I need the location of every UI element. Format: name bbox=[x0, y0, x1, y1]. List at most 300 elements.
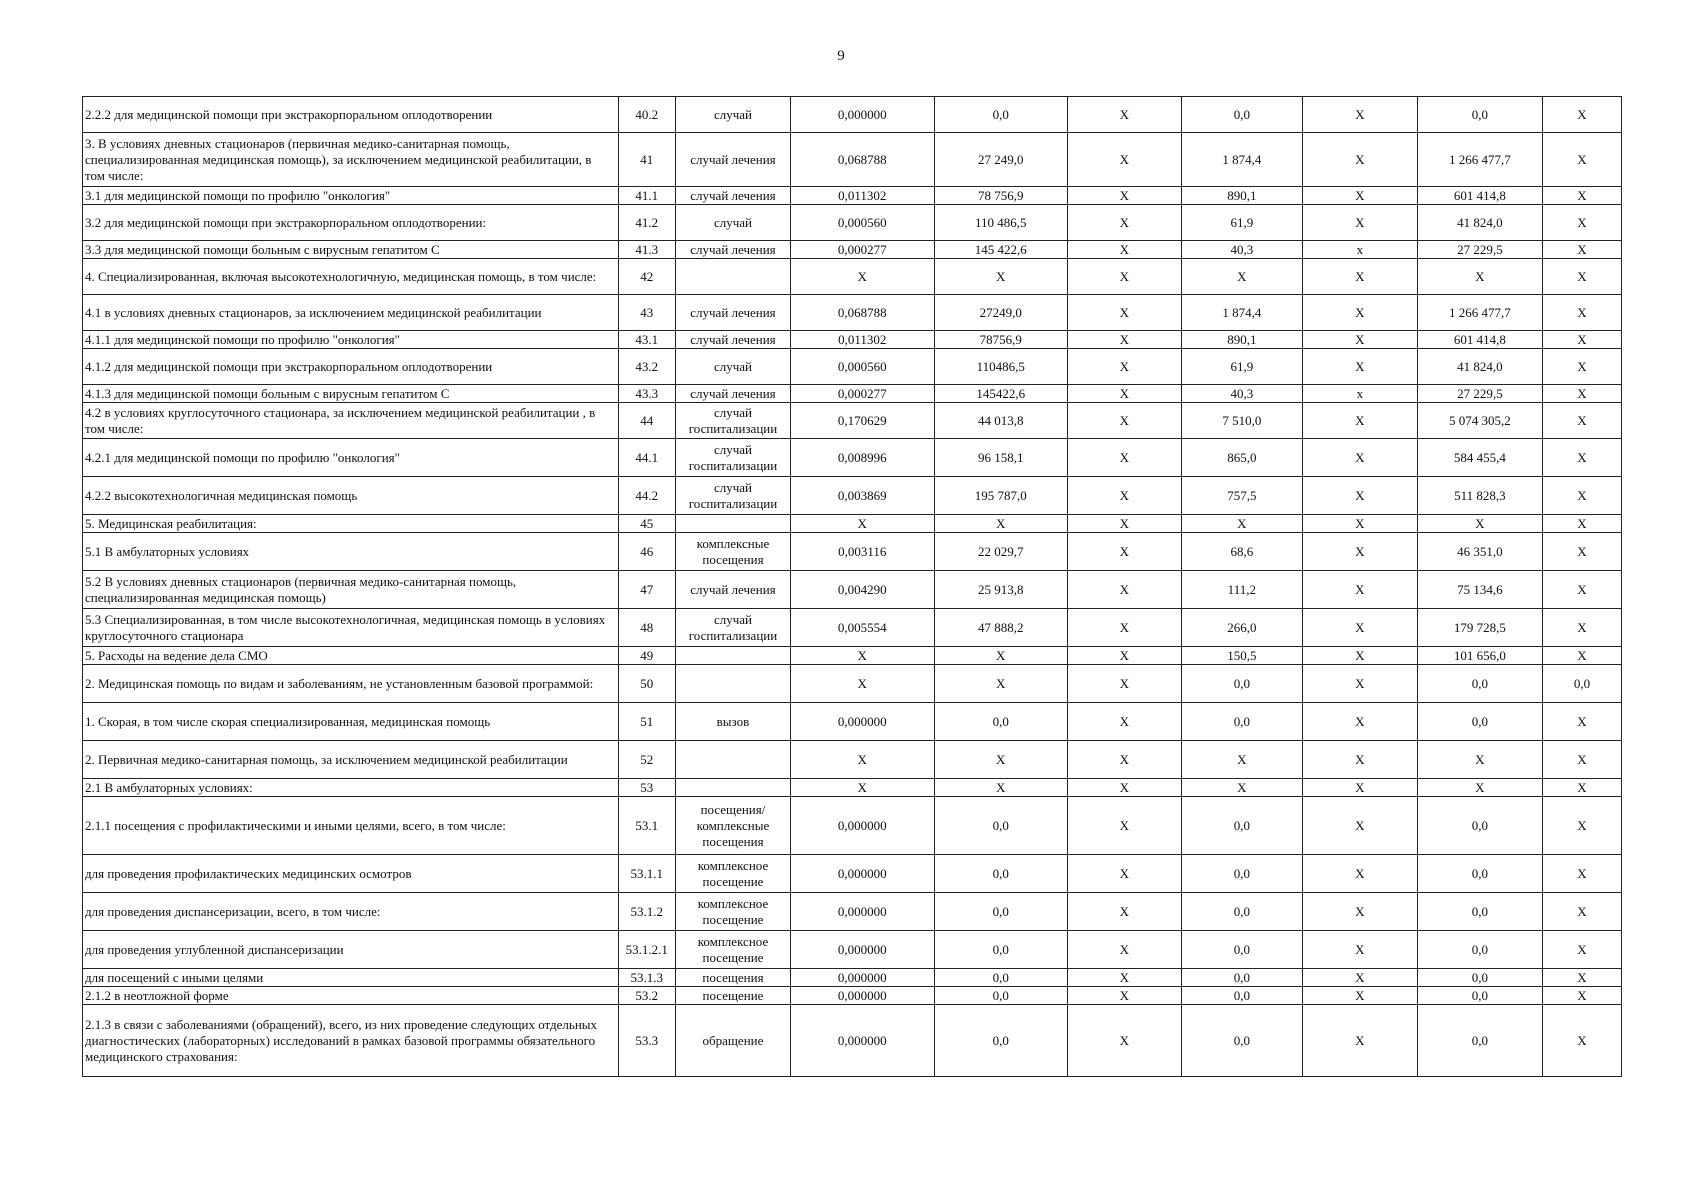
row-name: 5. Медицинская реабилитация: bbox=[83, 515, 619, 533]
table-row bbox=[83, 893, 1622, 931]
row-col7: 890,1 bbox=[1181, 187, 1302, 205]
row-norm: 0,008996 bbox=[790, 439, 934, 477]
row-code: 53.3 bbox=[618, 1005, 675, 1077]
row-col9: 46 351,0 bbox=[1417, 533, 1542, 571]
row-col7: 61,9 bbox=[1181, 349, 1302, 385]
row-name: 4.2.2 высокотехнологичная медицинская помощь bbox=[83, 477, 619, 515]
row-norm: 0,000000 bbox=[790, 969, 934, 987]
row-name: 5.2 В условиях дневных стационаров (первичная медико-санитарная помощь, специализированная медицинская помощь) bbox=[83, 571, 619, 609]
row-cost: 22 029,7 bbox=[934, 533, 1067, 571]
row-col8: X bbox=[1302, 797, 1417, 855]
row-code: 43.2 bbox=[618, 349, 675, 385]
row-unit: комплексные посещения bbox=[676, 533, 791, 571]
row-name: 4.1 в условиях дневных стационаров, за исключением медицинской реабилитации bbox=[83, 295, 619, 331]
row-norm: 0,068788 bbox=[790, 133, 934, 187]
row-norm: X bbox=[790, 515, 934, 533]
row-col8: X bbox=[1302, 515, 1417, 533]
row-name: для проведения профилактических медицинских осмотров bbox=[83, 855, 619, 893]
row-unit bbox=[676, 741, 791, 779]
row-name: 5.1 В амбулаторных условиях bbox=[83, 533, 619, 571]
row-col10: 0,0 bbox=[1542, 665, 1621, 703]
row-col7: 0,0 bbox=[1181, 855, 1302, 893]
row-unit: посещения bbox=[676, 969, 791, 987]
row-code: 45 bbox=[618, 515, 675, 533]
row-col7: 40,3 bbox=[1181, 241, 1302, 259]
row-col9: 0,0 bbox=[1417, 855, 1542, 893]
row-unit bbox=[676, 665, 791, 703]
row-name: 4. Специализированная, включая высокотехнологичную, медицинская помощь, в том числе: bbox=[83, 259, 619, 295]
row-col8: X bbox=[1302, 533, 1417, 571]
row-name: 2.1.3 в связи с заболеваниями (обращений), всего, из них проведение следующих отдельных диагностических (лабораторных) исследований в рамках базовой программы обязательного медицинского страхования: bbox=[83, 1005, 619, 1077]
row-col9: 0,0 bbox=[1417, 931, 1542, 969]
row-col8: X bbox=[1302, 439, 1417, 477]
row-col7: 757,5 bbox=[1181, 477, 1302, 515]
table-row bbox=[83, 477, 1622, 515]
row-col10: X bbox=[1542, 477, 1621, 515]
row-col9: 75 134,6 bbox=[1417, 571, 1542, 609]
row-cost: 110486,5 bbox=[934, 349, 1067, 385]
row-cost: 0,0 bbox=[934, 703, 1067, 741]
table-row bbox=[83, 349, 1622, 385]
row-col10: X bbox=[1542, 741, 1621, 779]
row-cost: 0,0 bbox=[934, 987, 1067, 1005]
row-code: 49 bbox=[618, 647, 675, 665]
row-col9: 0,0 bbox=[1417, 893, 1542, 931]
table-row bbox=[83, 133, 1622, 187]
row-code: 53.1.2 bbox=[618, 893, 675, 931]
row-col6: X bbox=[1067, 969, 1181, 987]
row-name: 4.1.1 для медицинской помощи по профилю "онкология" bbox=[83, 331, 619, 349]
row-unit: случай госпитализации bbox=[676, 477, 791, 515]
row-col9: 601 414,8 bbox=[1417, 187, 1542, 205]
row-col9: 1 266 477,7 bbox=[1417, 295, 1542, 331]
row-norm: 0,000560 bbox=[790, 349, 934, 385]
table-container bbox=[82, 96, 1622, 1077]
row-cost: 27 249,0 bbox=[934, 133, 1067, 187]
table-row bbox=[83, 779, 1622, 797]
row-name: 2.2.2 для медицинской помощи при экстракорпоральном оплодотворении bbox=[83, 97, 619, 133]
row-col6: X bbox=[1067, 295, 1181, 331]
row-col6: X bbox=[1067, 779, 1181, 797]
data-table bbox=[82, 96, 1622, 1077]
row-col8: X bbox=[1302, 969, 1417, 987]
row-col8: X bbox=[1302, 665, 1417, 703]
table-row bbox=[83, 331, 1622, 349]
row-col10: X bbox=[1542, 515, 1621, 533]
row-unit: случай лечения bbox=[676, 295, 791, 331]
row-col8: x bbox=[1302, 385, 1417, 403]
row-name: 2.1 В амбулаторных условиях: bbox=[83, 779, 619, 797]
row-col6: X bbox=[1067, 133, 1181, 187]
row-col10: X bbox=[1542, 703, 1621, 741]
row-col7: 890,1 bbox=[1181, 331, 1302, 349]
row-col10: X bbox=[1542, 797, 1621, 855]
row-name: 5. Расходы на ведение дела СМО bbox=[83, 647, 619, 665]
table-row bbox=[83, 571, 1622, 609]
row-norm: X bbox=[790, 741, 934, 779]
row-unit: посещения/комплексные посещения bbox=[676, 797, 791, 855]
row-col6: X bbox=[1067, 665, 1181, 703]
row-name: 2.1.1 посещения с профилактическими и иными целями, всего, в том числе: bbox=[83, 797, 619, 855]
row-norm: 0,003869 bbox=[790, 477, 934, 515]
row-cost: X bbox=[934, 515, 1067, 533]
row-code: 47 bbox=[618, 571, 675, 609]
row-col6: X bbox=[1067, 1005, 1181, 1077]
row-unit bbox=[676, 779, 791, 797]
table-row bbox=[83, 385, 1622, 403]
row-unit: случай лечения bbox=[676, 241, 791, 259]
table-row bbox=[83, 703, 1622, 741]
row-col6: X bbox=[1067, 403, 1181, 439]
row-col8: X bbox=[1302, 741, 1417, 779]
row-norm: 0,011302 bbox=[790, 187, 934, 205]
row-col8: X bbox=[1302, 609, 1417, 647]
row-name: 3. В условиях дневных стационаров (первичная медико-санитарная помощь, специализированная медицинская помощь), за исключением медицинской реабилитации, в том числе: bbox=[83, 133, 619, 187]
row-unit: случай лечения bbox=[676, 187, 791, 205]
row-col7: 0,0 bbox=[1181, 797, 1302, 855]
row-col10: X bbox=[1542, 931, 1621, 969]
row-col8: X bbox=[1302, 647, 1417, 665]
row-col8: X bbox=[1302, 349, 1417, 385]
row-col6: X bbox=[1067, 533, 1181, 571]
row-col10: X bbox=[1542, 97, 1621, 133]
row-col7: 0,0 bbox=[1181, 931, 1302, 969]
row-norm: 0,068788 bbox=[790, 295, 934, 331]
row-col9: 0,0 bbox=[1417, 1005, 1542, 1077]
row-unit: случай bbox=[676, 97, 791, 133]
row-col9: 5 074 305,2 bbox=[1417, 403, 1542, 439]
row-col10: X bbox=[1542, 609, 1621, 647]
row-unit bbox=[676, 647, 791, 665]
row-col9: 1 266 477,7 bbox=[1417, 133, 1542, 187]
row-col7: 7 510,0 bbox=[1181, 403, 1302, 439]
row-name: 5.3 Специализированная, в том числе высокотехнологичная, медицинская помощь в условиях круглосуточного стационара bbox=[83, 609, 619, 647]
row-col7: X bbox=[1181, 741, 1302, 779]
row-col7: X bbox=[1181, 515, 1302, 533]
row-code: 51 bbox=[618, 703, 675, 741]
row-col9: 41 824,0 bbox=[1417, 349, 1542, 385]
row-col9: 27 229,5 bbox=[1417, 241, 1542, 259]
row-code: 53.1.1 bbox=[618, 855, 675, 893]
row-unit: комплексное посещение bbox=[676, 855, 791, 893]
row-col10: X bbox=[1542, 987, 1621, 1005]
row-col9: 41 824,0 bbox=[1417, 205, 1542, 241]
row-col7: 111,2 bbox=[1181, 571, 1302, 609]
row-cost: 0,0 bbox=[934, 855, 1067, 893]
row-name: 3.1 для медицинской помощи по профилю "онкология" bbox=[83, 187, 619, 205]
table-row bbox=[83, 931, 1622, 969]
row-norm: 0,000000 bbox=[790, 855, 934, 893]
row-code: 43.1 bbox=[618, 331, 675, 349]
row-col10: X bbox=[1542, 855, 1621, 893]
row-col10: X bbox=[1542, 893, 1621, 931]
row-unit: случай лечения bbox=[676, 331, 791, 349]
row-norm: X bbox=[790, 665, 934, 703]
row-unit: случай госпитализации bbox=[676, 439, 791, 477]
row-unit: обращение bbox=[676, 1005, 791, 1077]
row-col7: 0,0 bbox=[1181, 987, 1302, 1005]
row-col9: 601 414,8 bbox=[1417, 331, 1542, 349]
row-col8: X bbox=[1302, 987, 1417, 1005]
row-cost: 27249,0 bbox=[934, 295, 1067, 331]
row-col6: X bbox=[1067, 797, 1181, 855]
row-col8: X bbox=[1302, 855, 1417, 893]
row-col6: X bbox=[1067, 385, 1181, 403]
row-col9: 0,0 bbox=[1417, 703, 1542, 741]
row-norm: 0,170629 bbox=[790, 403, 934, 439]
row-col10: X bbox=[1542, 385, 1621, 403]
row-col8: X bbox=[1302, 97, 1417, 133]
row-col8: X bbox=[1302, 477, 1417, 515]
row-col9: 584 455,4 bbox=[1417, 439, 1542, 477]
row-unit: случай bbox=[676, 349, 791, 385]
row-col7: 150,5 bbox=[1181, 647, 1302, 665]
row-norm: 0,000277 bbox=[790, 241, 934, 259]
row-cost: 96 158,1 bbox=[934, 439, 1067, 477]
row-col8: X bbox=[1302, 403, 1417, 439]
row-code: 43.3 bbox=[618, 385, 675, 403]
row-cost: 145 422,6 bbox=[934, 241, 1067, 259]
row-col7: 61,9 bbox=[1181, 205, 1302, 241]
row-col7: 266,0 bbox=[1181, 609, 1302, 647]
table-row bbox=[83, 533, 1622, 571]
row-col10: X bbox=[1542, 571, 1621, 609]
row-norm: 0,000000 bbox=[790, 97, 934, 133]
row-col10: X bbox=[1542, 779, 1621, 797]
row-cost: 0,0 bbox=[934, 893, 1067, 931]
row-col8: X bbox=[1302, 205, 1417, 241]
row-col7: 1 874,4 bbox=[1181, 133, 1302, 187]
row-norm: 0,003116 bbox=[790, 533, 934, 571]
table-row bbox=[83, 515, 1622, 533]
row-col7: 40,3 bbox=[1181, 385, 1302, 403]
row-col10: X bbox=[1542, 349, 1621, 385]
row-col8: X bbox=[1302, 571, 1417, 609]
row-col9: 27 229,5 bbox=[1417, 385, 1542, 403]
row-norm: X bbox=[790, 647, 934, 665]
row-col6: X bbox=[1067, 931, 1181, 969]
row-col8: X bbox=[1302, 331, 1417, 349]
row-cost: 44 013,8 bbox=[934, 403, 1067, 439]
row-code: 50 bbox=[618, 665, 675, 703]
row-col6: X bbox=[1067, 97, 1181, 133]
row-col8: X bbox=[1302, 187, 1417, 205]
row-col10: X bbox=[1542, 439, 1621, 477]
row-code: 43 bbox=[618, 295, 675, 331]
row-cost: X bbox=[934, 647, 1067, 665]
row-name: 3.2 для медицинской помощи при экстракорпоральном оплодотворении: bbox=[83, 205, 619, 241]
row-col6: X bbox=[1067, 187, 1181, 205]
row-code: 52 bbox=[618, 741, 675, 779]
row-col6: X bbox=[1067, 331, 1181, 349]
row-cost: X bbox=[934, 259, 1067, 295]
row-name: 4.2 в условиях круглосуточного стационара, за исключением медицинской реабилитации , в том числе: bbox=[83, 403, 619, 439]
row-col9: 0,0 bbox=[1417, 987, 1542, 1005]
row-col10: X bbox=[1542, 295, 1621, 331]
row-col9: X bbox=[1417, 779, 1542, 797]
table-row bbox=[83, 855, 1622, 893]
row-code: 41.2 bbox=[618, 205, 675, 241]
row-col9: 0,0 bbox=[1417, 797, 1542, 855]
table-row bbox=[83, 987, 1622, 1005]
row-col6: X bbox=[1067, 647, 1181, 665]
row-col7: X bbox=[1181, 779, 1302, 797]
row-col8: X bbox=[1302, 295, 1417, 331]
row-norm: X bbox=[790, 779, 934, 797]
row-code: 44.2 bbox=[618, 477, 675, 515]
row-name: 2. Первичная медико-санитарная помощь, за исключением медицинской реабилитации bbox=[83, 741, 619, 779]
row-col9: 179 728,5 bbox=[1417, 609, 1542, 647]
row-code: 53 bbox=[618, 779, 675, 797]
table-row bbox=[83, 439, 1622, 477]
row-unit: случай лечения bbox=[676, 385, 791, 403]
row-norm: 0,000000 bbox=[790, 987, 934, 1005]
row-col6: X bbox=[1067, 741, 1181, 779]
row-unit: случай bbox=[676, 205, 791, 241]
row-col7: 0,0 bbox=[1181, 97, 1302, 133]
row-col9: 0,0 bbox=[1417, 665, 1542, 703]
row-code: 48 bbox=[618, 609, 675, 647]
row-norm: 0,000277 bbox=[790, 385, 934, 403]
row-cost: 0,0 bbox=[934, 1005, 1067, 1077]
row-cost: 0,0 bbox=[934, 97, 1067, 133]
row-cost: 110 486,5 bbox=[934, 205, 1067, 241]
row-col7: 1 874,4 bbox=[1181, 295, 1302, 331]
table-row bbox=[83, 665, 1622, 703]
row-name: 4.2.1 для медицинской помощи по профилю "онкология" bbox=[83, 439, 619, 477]
table-body bbox=[83, 97, 1622, 1077]
table-row bbox=[83, 969, 1622, 987]
row-code: 44 bbox=[618, 403, 675, 439]
row-col9: X bbox=[1417, 515, 1542, 533]
row-col9: X bbox=[1417, 741, 1542, 779]
row-name: для проведения диспансеризации, всего, в том числе: bbox=[83, 893, 619, 931]
row-code: 41 bbox=[618, 133, 675, 187]
table-row bbox=[83, 259, 1622, 295]
row-col9: 101 656,0 bbox=[1417, 647, 1542, 665]
row-name: 2. Медицинская помощь по видам и заболеваниям, не установленным базовой программой: bbox=[83, 665, 619, 703]
row-unit: случай госпитализации bbox=[676, 403, 791, 439]
row-unit bbox=[676, 259, 791, 295]
page-number: 9 bbox=[837, 48, 845, 64]
table-row bbox=[83, 403, 1622, 439]
row-code: 42 bbox=[618, 259, 675, 295]
row-cost: 78756,9 bbox=[934, 331, 1067, 349]
row-col8: X bbox=[1302, 1005, 1417, 1077]
row-col6: X bbox=[1067, 855, 1181, 893]
row-cost: 78 756,9 bbox=[934, 187, 1067, 205]
row-col7: 865,0 bbox=[1181, 439, 1302, 477]
row-col8: X bbox=[1302, 133, 1417, 187]
row-code: 53.1.3 bbox=[618, 969, 675, 987]
row-col9: X bbox=[1417, 259, 1542, 295]
row-name: 4.1.3 для медицинской помощи больным с вирусным гепатитом С bbox=[83, 385, 619, 403]
row-unit: комплексное посещение bbox=[676, 931, 791, 969]
row-code: 44.1 bbox=[618, 439, 675, 477]
row-col6: X bbox=[1067, 571, 1181, 609]
row-name: для проведения углубленной диспансеризации bbox=[83, 931, 619, 969]
row-norm: 0,011302 bbox=[790, 331, 934, 349]
row-col10: X bbox=[1542, 1005, 1621, 1077]
row-col6: X bbox=[1067, 241, 1181, 259]
row-col7: 68,6 bbox=[1181, 533, 1302, 571]
row-col8: x bbox=[1302, 241, 1417, 259]
row-norm: 0,000000 bbox=[790, 797, 934, 855]
row-col7: 0,0 bbox=[1181, 703, 1302, 741]
row-col6: X bbox=[1067, 439, 1181, 477]
row-col7: X bbox=[1181, 259, 1302, 295]
table-row bbox=[83, 205, 1622, 241]
row-col6: X bbox=[1067, 205, 1181, 241]
row-col10: X bbox=[1542, 241, 1621, 259]
row-col7: 0,0 bbox=[1181, 969, 1302, 987]
row-norm: 0,000000 bbox=[790, 893, 934, 931]
row-col6: X bbox=[1067, 259, 1181, 295]
row-cost: 195 787,0 bbox=[934, 477, 1067, 515]
row-col10: X bbox=[1542, 187, 1621, 205]
row-cost: 145422,6 bbox=[934, 385, 1067, 403]
row-col6: X bbox=[1067, 987, 1181, 1005]
row-unit: случай лечения bbox=[676, 133, 791, 187]
row-col7: 0,0 bbox=[1181, 1005, 1302, 1077]
row-col6: X bbox=[1067, 515, 1181, 533]
row-col6: X bbox=[1067, 349, 1181, 385]
row-col8: X bbox=[1302, 893, 1417, 931]
row-norm: 0,000560 bbox=[790, 205, 934, 241]
row-col10: X bbox=[1542, 259, 1621, 295]
row-col10: X bbox=[1542, 331, 1621, 349]
row-col8: X bbox=[1302, 779, 1417, 797]
row-unit bbox=[676, 515, 791, 533]
row-norm: 0,000000 bbox=[790, 931, 934, 969]
row-unit: комплексное посещение bbox=[676, 893, 791, 931]
table-row bbox=[83, 241, 1622, 259]
row-col10: X bbox=[1542, 533, 1621, 571]
row-code: 53.1 bbox=[618, 797, 675, 855]
row-unit: вызов bbox=[676, 703, 791, 741]
row-cost: X bbox=[934, 665, 1067, 703]
row-col10: X bbox=[1542, 403, 1621, 439]
row-col9: 511 828,3 bbox=[1417, 477, 1542, 515]
row-code: 53.1.2.1 bbox=[618, 931, 675, 969]
table-row bbox=[83, 1005, 1622, 1077]
row-col8: X bbox=[1302, 259, 1417, 295]
row-col10: X bbox=[1542, 969, 1621, 987]
row-norm: 0,005554 bbox=[790, 609, 934, 647]
table-row bbox=[83, 295, 1622, 331]
row-col6: X bbox=[1067, 893, 1181, 931]
row-col6: X bbox=[1067, 609, 1181, 647]
table-row bbox=[83, 609, 1622, 647]
row-col6: X bbox=[1067, 703, 1181, 741]
table-row bbox=[83, 647, 1622, 665]
row-norm: 0,000000 bbox=[790, 1005, 934, 1077]
row-unit: случай госпитализации bbox=[676, 609, 791, 647]
row-cost: X bbox=[934, 741, 1067, 779]
row-col9: 0,0 bbox=[1417, 969, 1542, 987]
table-row bbox=[83, 97, 1622, 133]
row-cost: 0,0 bbox=[934, 797, 1067, 855]
row-cost: 0,0 bbox=[934, 931, 1067, 969]
row-cost: 0,0 bbox=[934, 969, 1067, 987]
row-name: 2.1.2 в неотложной форме bbox=[83, 987, 619, 1005]
row-cost: X bbox=[934, 779, 1067, 797]
row-col10: X bbox=[1542, 647, 1621, 665]
row-name: для посещений с иными целями bbox=[83, 969, 619, 987]
row-col8: X bbox=[1302, 703, 1417, 741]
row-col9: 0,0 bbox=[1417, 97, 1542, 133]
row-col10: X bbox=[1542, 133, 1621, 187]
